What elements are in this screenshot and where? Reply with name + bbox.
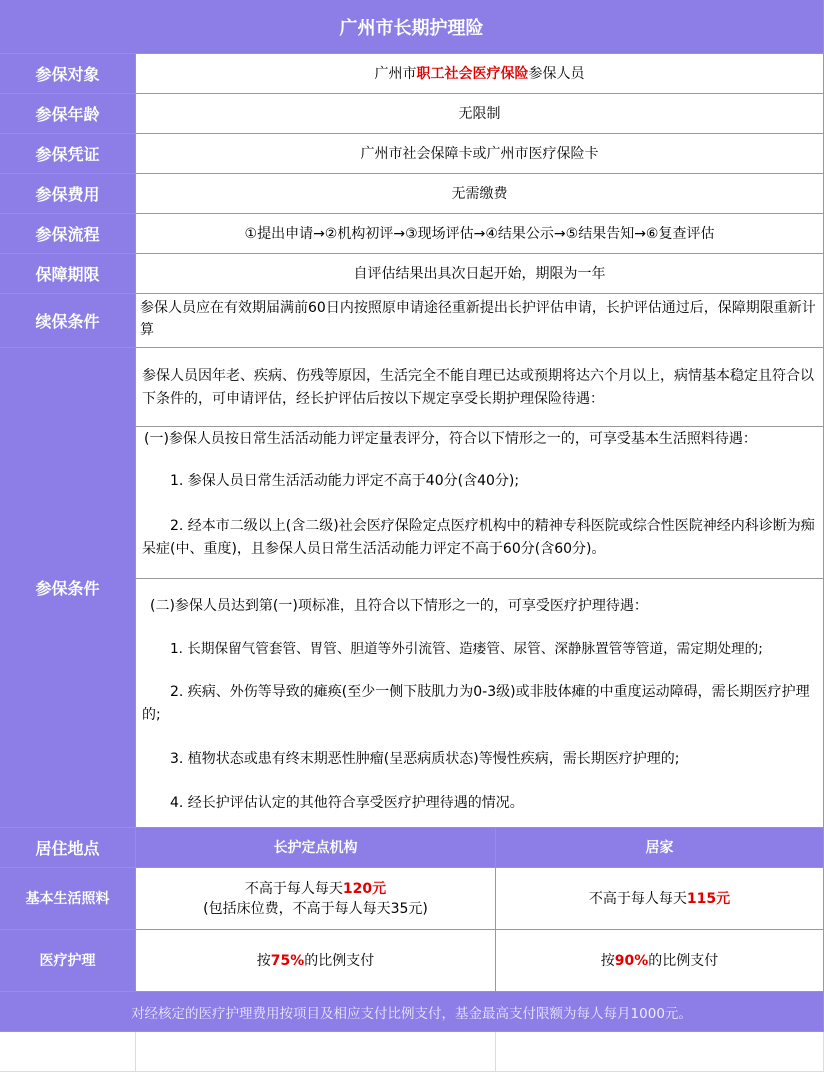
row-value-credential: 广州市社会保障卡或广州市医疗保险卡: [136, 134, 824, 174]
enrollee-suffix: 参保人员: [528, 65, 585, 82]
footer-note: 对经核定的医疗护理费用按项目及相应支付比例支付，基金最高支付限额为每人每月1000元。: [0, 992, 824, 1032]
empty-cell-2: [136, 1032, 496, 1072]
basic-home-amount: 115元: [686, 890, 731, 907]
col-home-header: 居家: [496, 828, 824, 868]
row-value-age: 无限制: [136, 94, 824, 134]
row-label-enrollee: 参保对象: [0, 54, 136, 94]
medical-institution-rate: 75%: [270, 952, 305, 969]
residence-label: 居住地点: [0, 828, 136, 868]
row-value-fee: 无需缴费: [136, 174, 824, 214]
medical-care-label: 医疗护理: [0, 930, 136, 992]
col-institution-header: 长护定点机构: [136, 828, 496, 868]
row-value-process: ①提出申请→②机构初评→③现场评估→④结果公示→⑤结果告知→⑥复查评估: [136, 214, 824, 254]
empty-cell-3: [496, 1032, 824, 1072]
group2-item-4: 4. 经长护评估认定的其他符合享受医疗护理待遇的情况。: [170, 795, 524, 811]
medical-care-institution: [136, 930, 496, 992]
basic-home-prefix: 不高于每人每天: [588, 890, 687, 907]
row-label-conditions: 参保条件: [0, 348, 136, 828]
group2-title: (二)参保人员达到第(一)项标准，且符合以下情形之一的，可享受医疗护理待遇：: [150, 598, 648, 614]
page-title: [0, 0, 824, 54]
group1-item-2: 2. 经本市二级以上(含二级)社会医疗保险定点医疗机构中的精神专科医院或综合性医院神经内科诊断为痴呆症(中、重度)，且参保人员日常生活活动能力评定不高于60分(含60分)。: [142, 518, 815, 557]
row-label-renewal: 续保条件: [0, 294, 136, 348]
basic-care-home: [496, 868, 824, 930]
title-text: 广州市长期护理险: [339, 17, 484, 39]
row-value-renewal: 参保人员应在有效期届满前60日内按照原申请途径重新提出长护评估申请，长护评估通过后，保障期限重新计算: [136, 294, 824, 348]
row-label-credential: 参保凭证: [0, 134, 136, 174]
empty-cell-1: [0, 1032, 136, 1072]
group2-item-3: 3. 植物状态或患有终末期恶性肿瘤(呈恶病质状态)等慢性疾病，需长期医疗护理的;: [170, 751, 680, 767]
basic-institution-line: [245, 879, 386, 899]
group2-item-1: 1. 长期保留气管套管、胃管、胆道等外引流管、造瘘管、尿管、深静脉置管等管道，需定期处理的;: [170, 641, 763, 657]
medical-institution-suffix: 的比例支付: [304, 952, 375, 969]
group2-item-2: 2. 疾病、外伤等导致的瘫痪(至少一侧下肢肌力为0-3级)或非肢体瘫的中重度运动障碍，需长期医疗护理的;: [142, 684, 810, 723]
row-label-period: 保障期限: [0, 254, 136, 294]
group1-title: (一)参保人员按日常生活活动能力评定量表评分，符合以下情形之一的，可享受基本生活照料待遇：: [144, 431, 757, 447]
basic-care-label: 基本生活照料: [0, 868, 136, 930]
conditions-content: [136, 348, 824, 828]
conditions-divider-2: [135, 578, 824, 579]
basic-institution-note: (包括床位费，不高于每人每天35元): [203, 900, 428, 917]
medical-institution-prefix: 按: [256, 952, 271, 969]
medical-home-suffix: 的比例支付: [648, 952, 719, 969]
basic-care-institution: [136, 868, 496, 930]
enrollee-highlight: 职工社会医疗保险: [416, 65, 529, 82]
group1-item-1: 1. 参保人员日常生活活动能力评定不高于40分(含40分);: [170, 473, 520, 489]
row-label-process: 参保流程: [0, 214, 136, 254]
row-value-period: 自评估结果出具次日起开始，期限为一年: [136, 254, 824, 294]
basic-institution-prefix: 不高于每人每天: [244, 880, 343, 897]
conditions-intro: 参保人员因年老、疾病、伤残等原因，生活完全不能自理已达或预期将达六个月以上，病情基本稳定且符合以下条件的，可申请评估，经长护评估后按以下规定享受长期护理保险待遇：: [142, 368, 814, 407]
medical-care-home: [496, 930, 824, 992]
row-label-age: 参保年龄: [0, 94, 136, 134]
enrollee-prefix: 广州市: [374, 65, 417, 82]
medical-home-rate: 90%: [614, 952, 649, 969]
medical-home-prefix: 按: [600, 952, 615, 969]
row-value-enrollee: [136, 54, 824, 94]
row-label-fee: 参保费用: [0, 174, 136, 214]
basic-institution-amount: 120元: [342, 880, 387, 897]
conditions-divider-1: [135, 426, 824, 427]
